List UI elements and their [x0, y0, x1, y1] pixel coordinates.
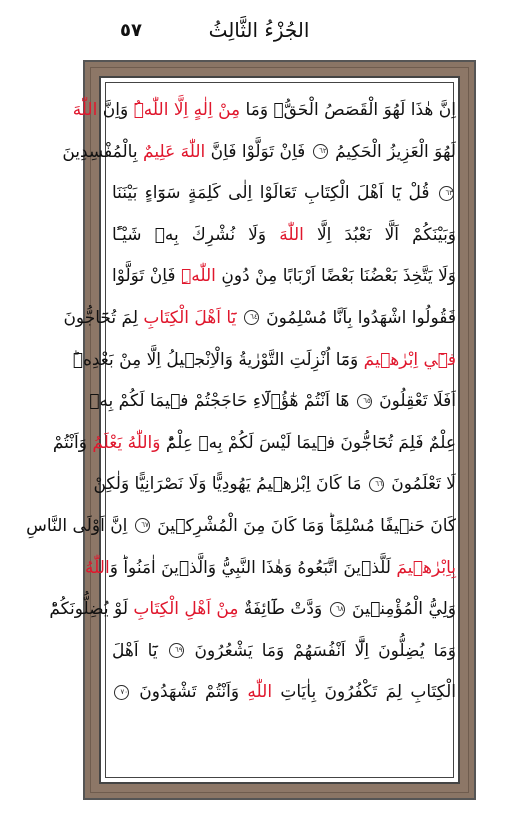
verse-text: فَاِنْ تَوَلَّوْا فَاِنَّ: [205, 141, 311, 162]
text-line: [112, 631, 456, 673]
verse-text: وَلَا نُشْرِكَ بِه۪ شَيْـًٔا: [112, 224, 280, 245]
text-line: [93, 464, 456, 506]
ayah-marker-icon: ٧٠: [114, 685, 129, 700]
ayah-marker-icon: ٦٦: [369, 477, 384, 492]
highlighted-text: اللّٰهِۜ: [181, 266, 216, 287]
ayah-marker-icon: ٦٥: [357, 394, 372, 409]
verse-text: لَوْ يُضِلُّونَكُمْؕ: [49, 599, 134, 620]
verse-text: عِلْمٌ فَلِمَ تُحَٓاجُّونَ ف۪يمَا لَيْسَ لَكُمْ بِه۪ عِلْمٌؕ: [160, 432, 456, 453]
text-line: [52, 423, 456, 465]
verse-text: وَاِنَّ: [97, 100, 134, 120]
text-line: [112, 215, 456, 257]
verse-text: الْكِتَابِ لِمَ تَكْفُرُونَ بِاٰيَاتِ: [272, 682, 456, 703]
text-line: [63, 298, 456, 340]
verse-text: اَفَلَا تَعْقِلُونَ: [373, 391, 456, 412]
ayah-marker-icon: ٦٩: [169, 643, 184, 658]
highlighted-text: وَاللّٰهُ يَعْلَمُ: [92, 432, 161, 453]
verse-text: قُلْ يَٓا اَهْلَ الْكِتَابِ تَعَالَوْا اِلٰى كَلِمَةٍ سَوَٓاءٍ بَيْنَنَا: [112, 183, 437, 204]
text-line: [112, 256, 456, 298]
ayah-marker-icon: ٦٨: [330, 602, 345, 617]
verse-text: يَٓا اَهْلَ: [112, 640, 167, 661]
verse-text: وَاَنْتُمْ: [52, 432, 93, 453]
text-line: [62, 132, 456, 174]
verse-text: وَدَّتْ طَٓائِفَةٌ: [238, 599, 328, 620]
text-line: [89, 381, 456, 423]
verse-text: لَلَّذ۪ينَ اتَّبَعُوهُ وَهٰذَا النَّبِيُّ وَالَّذ۪ينَ اٰمَنُواؕ وَ: [109, 557, 397, 578]
verse-text: وَاَنْتُمْ تَشْهَدُونَ: [131, 682, 248, 703]
highlighted-text: بِاِبْرٰه۪يمَ: [396, 557, 456, 578]
page-number: ٥٧: [120, 20, 142, 41]
highlighted-text: ف۪ٓي اِبْرٰه۪يمَ: [363, 349, 456, 370]
text-line: [26, 506, 456, 548]
ayah-marker-icon: ٦٣: [439, 186, 454, 201]
verse-text: وَمَا يُضِلُّونَ اِلَّٓا اَنْفُسَهُمْ وَمَا يَشْعُرُونَ: [185, 640, 456, 661]
quran-text-block: [26, 90, 457, 714]
text-line: [72, 90, 456, 132]
verse-text: بِالْمُفْسِدِينَ: [62, 141, 143, 162]
verse-text: اِنَّ هٰذَا لَهُوَ الْقَصَصُ الْحَقُّۚ وَمَا: [240, 100, 456, 120]
verse-text: [236, 308, 241, 328]
highlighted-text: اللّٰهَ عَلِيمٌ: [143, 141, 206, 162]
verse-text: فَاِنْ تَوَلَّوْا: [112, 266, 182, 287]
verse-text: وَمَٓا اُنْزِلَتِ التَّوْرٰيةُ وَالْاِنْج۪يلُ اِلَّا مِنْ بَعْدِه۪ؕ: [72, 349, 364, 370]
verse-text: لَهُوَ الْعَزِيزُ الْحَكِيمُ: [329, 141, 456, 162]
verse-text: كَانَ حَن۪يفًا مُسْلِمًاؕ وَمَا كَانَ مِنَ الْمُشْرِك۪ينَ: [151, 515, 456, 536]
text-line: [85, 548, 456, 590]
highlighted-text: مِنْ اِلٰهٍ اِلَّا اللّٰهُۜ: [133, 100, 241, 120]
ayah-marker-icon: ٦٢: [313, 144, 328, 159]
highlighted-text: اللّٰهَ: [279, 224, 304, 245]
ayah-marker-icon: ٦٤: [244, 310, 259, 325]
ayah-marker-icon: ٦٧: [135, 518, 150, 533]
verse-text: وَبَيْنَكُمْ اَلَّا نَعْبُدَ اِلَّا: [303, 224, 457, 245]
page-header: [0, 0, 518, 58]
highlighted-text: اللّٰهِ: [247, 682, 273, 703]
text-line: [72, 340, 456, 382]
verse-text: اِنَّ اَوْلَى النَّاسِ: [26, 515, 133, 536]
verse-text: هَٓا اَنْتُمْ هٰٓؤُ۬لَٓاءِ حَاجَجْتُمْ ف۪يمَا لَكُمْ بِه۪: [89, 391, 355, 412]
verse-text: لَا تَعْلَمُونَ: [385, 474, 456, 495]
text-line: [49, 589, 456, 631]
highlighted-text: مِنْ اَهْلِ الْكِتَابِ: [133, 599, 239, 620]
verse-text: وَلِيُّ الْمُؤْمِن۪ينَ: [346, 599, 456, 620]
verse-text: فَقُولُوا اشْهَدُوا بِاَنَّا مُسْلِمُونَ: [260, 307, 456, 328]
text-line: [112, 672, 456, 714]
verse-text: مَا كَانَ اِبْرٰه۪يمُ يَهُودِيًّا وَلَا نَصْرَانِيًّا وَلٰكِنْ: [93, 474, 367, 495]
juz-title: الجُزْءُ الثَّالِثُ: [208, 18, 310, 42]
verse-text: لِمَ تُحَٓاجُّونَ: [63, 307, 144, 328]
text-line: [112, 173, 456, 215]
highlighted-text: اللّٰهَ: [72, 100, 98, 120]
verse-text: وَلَا يَتَّخِذَ بَعْضُنَا بَعْضًا اَرْبَابًا مِنْ دُونِ: [215, 266, 456, 287]
highlighted-text: يَٓا اَهْلَ الْكِتَابِ: [143, 307, 237, 328]
highlighted-text: اللّٰهُ: [85, 557, 110, 578]
